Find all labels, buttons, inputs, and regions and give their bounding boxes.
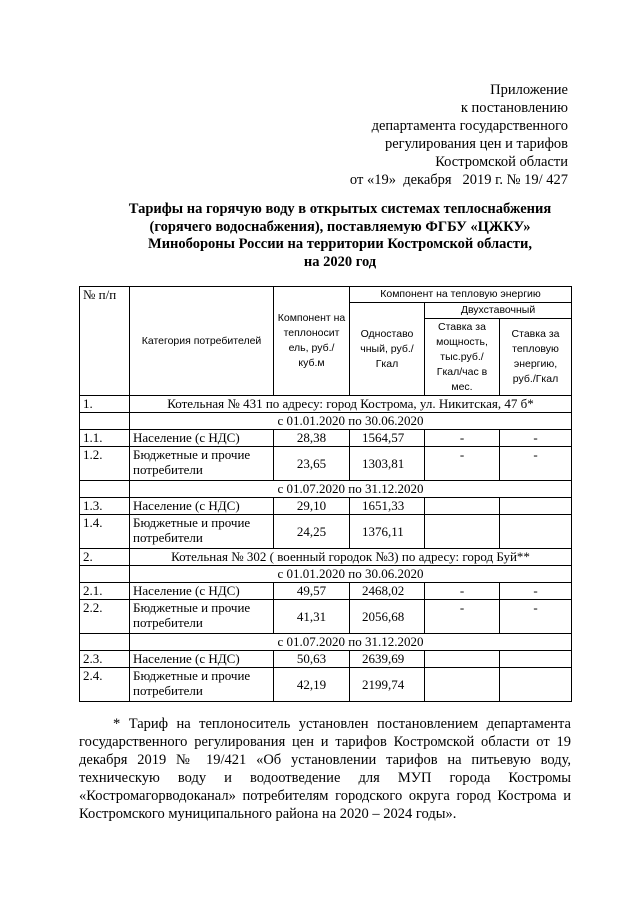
row-capacity (425, 651, 500, 668)
table-row (80, 447, 572, 481)
row-energy (500, 515, 572, 549)
header-num: № п/п (80, 287, 130, 396)
appendix-block (350, 81, 568, 189)
row-category: Население (с НДС) (130, 498, 274, 515)
appendix-line: регулирования цен и тарифов (384, 136, 568, 152)
row-num: 1.4. (80, 515, 130, 549)
row-num: 1.3. (80, 498, 130, 515)
section-num: 1. (80, 396, 130, 413)
row-single: 2056,68 (350, 600, 425, 634)
row-carrier: 41,31 (274, 600, 350, 634)
row-single: 1564,57 (350, 430, 425, 447)
table-row (80, 668, 572, 702)
row-num: 1.1. (80, 430, 130, 447)
tariff-table (79, 286, 572, 702)
row-single: 2639,69 (350, 651, 425, 668)
row-energy (500, 668, 572, 702)
row-carrier: 49,57 (274, 583, 350, 600)
row-capacity (425, 668, 500, 702)
row-energy: - (500, 430, 572, 447)
row-carrier: 42,19 (274, 668, 350, 702)
row-category: Бюджетные и прочие потребители (130, 447, 274, 481)
row-capacity (425, 498, 500, 515)
period-row (80, 634, 572, 651)
header-single: Одноставо чный, руб./Гкал (350, 303, 425, 396)
row-carrier: 29,10 (274, 498, 350, 515)
row-energy: - (500, 600, 572, 634)
period-empty-cell (80, 481, 130, 498)
row-energy (500, 498, 572, 515)
document-title (100, 201, 580, 271)
row-single: 2468,02 (350, 583, 425, 600)
appendix-line: к постановлению (460, 100, 568, 116)
appendix-line: Костромской области (435, 154, 568, 170)
section-row (80, 549, 572, 566)
table-row (80, 583, 572, 600)
row-category: Население (с НДС) (130, 430, 274, 447)
title-line: Минобороны России на территории Костромской области, (148, 236, 532, 252)
table-row (80, 498, 572, 515)
period-row (80, 566, 572, 583)
appendix-line: департамента государственного (371, 118, 568, 134)
row-single: 2199,74 (350, 668, 425, 702)
section-num: 2. (80, 549, 130, 566)
period-label: с 01.01.2020 по 30.06.2020 (130, 413, 572, 430)
row-capacity: - (425, 430, 500, 447)
table-row (80, 430, 572, 447)
period-empty-cell (80, 413, 130, 430)
row-num: 2.4. (80, 668, 130, 702)
table-row (80, 651, 572, 668)
header-energy-group: Компонент на тепловую энергию (350, 287, 572, 303)
row-num: 2.2. (80, 600, 130, 634)
appendix-line: Приложение (490, 82, 568, 98)
table-row (80, 515, 572, 549)
title-line: Тарифы на горячую воду в открытых системах теплоснабжения (128, 201, 552, 217)
period-label: с 01.01.2020 по 30.06.2020 (130, 566, 572, 583)
row-category: Бюджетные и прочие потребители (130, 515, 274, 549)
row-single: 1376,11 (350, 515, 425, 549)
period-row (80, 481, 572, 498)
header-capacity: Ставка за мощность, тыс.руб./ Гкал/час в мес. (425, 319, 500, 396)
row-category: Бюджетные и прочие потребители (130, 600, 274, 634)
row-carrier: 28,38 (274, 430, 350, 447)
row-carrier: 24,25 (274, 515, 350, 549)
period-label: с 01.07.2020 по 31.12.2020 (130, 481, 572, 498)
row-energy: - (500, 583, 572, 600)
section-title: Котельная № 302 ( военный городок №3) по адресу: город Буй** (130, 549, 572, 566)
row-num: 2.1. (80, 583, 130, 600)
table-row (80, 600, 572, 634)
header-category: Категория потребителей (130, 287, 274, 396)
row-category: Население (с НДС) (130, 583, 274, 600)
title-line: на 2020 год (303, 253, 377, 270)
footnote: * Тариф на теплоноситель установлен постановлением департамента государственного регулирования цен и тарифов Костромской области от 19 декабря 2019 № 19/421 «Об установлении тарифов на питьевую воду, техническую воду и водоотведение для МУП города Костромы «Костромагорводоканал» потребителям городского округа город Кострома и Костромского муниципального района на 2020 – 2024 годы». (79, 716, 571, 822)
period-label: с 01.07.2020 по 31.12.2020 (130, 634, 572, 651)
period-row (80, 413, 572, 430)
period-empty-cell (80, 634, 130, 651)
row-capacity (425, 515, 500, 549)
row-category: Население (с НДС) (130, 651, 274, 668)
section-row (80, 396, 572, 413)
row-num: 2.3. (80, 651, 130, 668)
section-title: Котельная № 431 по адресу: город Кострома, ул. Никитская, 47 б* (130, 396, 572, 413)
row-capacity: - (425, 447, 500, 481)
title-line: (горячего водоснабжения), поставляемую ФГБУ «ЦЖКУ» (149, 218, 531, 235)
row-single: 1651,33 (350, 498, 425, 515)
appendix-line: от «19» декабря 2019 г. № 19/ 427 (349, 172, 568, 188)
row-capacity: - (425, 583, 500, 600)
period-empty-cell (80, 566, 130, 583)
row-energy: - (500, 447, 572, 481)
header-carrier: Компонент на теплоносит ель, руб./куб.м (274, 287, 350, 396)
header-two-part: Двухставочный (425, 303, 572, 319)
row-single: 1303,81 (350, 447, 425, 481)
row-carrier: 23,65 (274, 447, 350, 481)
row-energy (500, 651, 572, 668)
row-category: Бюджетные и прочие потребители (130, 668, 274, 702)
header-energy-rate: Ставка за тепловую энергию, руб./Гкал (500, 319, 572, 396)
row-carrier: 50,63 (274, 651, 350, 668)
row-num: 1.2. (80, 447, 130, 481)
row-capacity: - (425, 600, 500, 634)
